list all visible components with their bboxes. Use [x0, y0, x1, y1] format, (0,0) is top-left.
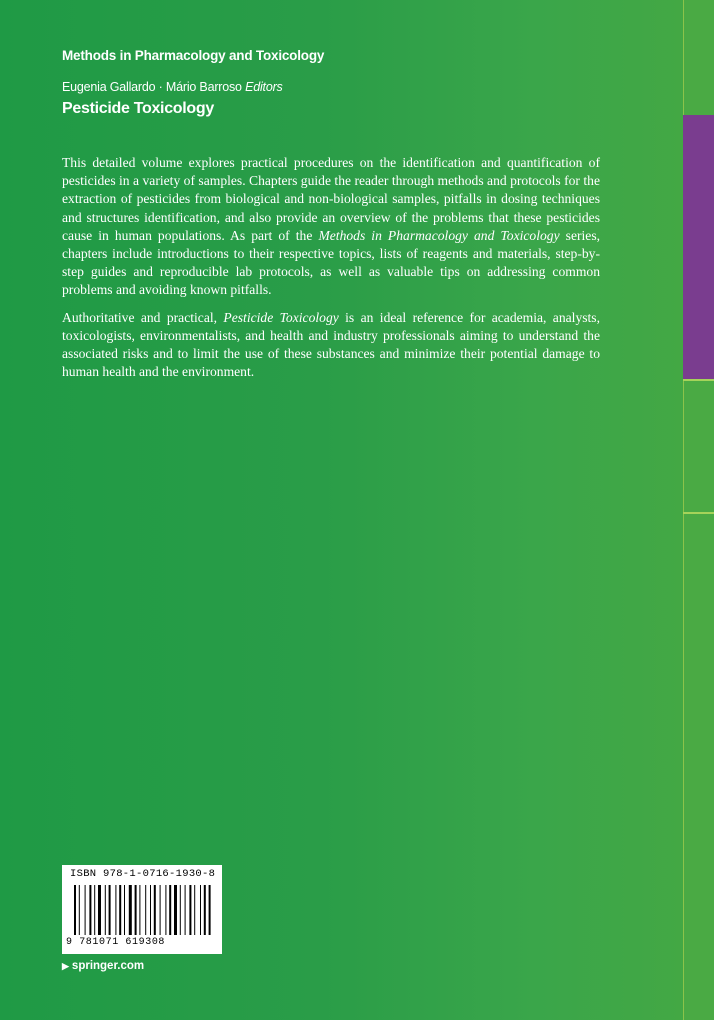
barcode-bar: [160, 885, 161, 935]
barcode-bar: [79, 885, 80, 935]
p1-text-a: This detailed volume explores practical procedures on the identification and quantification of pesticides in a variety of samples. Chapters guide the reader through methods and protocols for the extraction of pesticides from biological and non-biological samples, pitfalls in dosing techniques and structures identification, and also provide an overview of the problems that these pesticides cause in human populations. As part of the: [62, 155, 600, 243]
color-tab: [683, 115, 714, 379]
barcode-bar: [135, 885, 137, 935]
strip-divider-top: [683, 379, 714, 381]
barcode-bar: [200, 885, 201, 935]
strip-divider-bottom: [683, 512, 714, 514]
series-title: Methods in Pharmacology and Toxicology: [62, 48, 325, 63]
barcode-bar: [109, 885, 111, 935]
p2-text-b: is an ideal reference for academia, analysts, toxicologists, environmentalists, and health and industry professionals aiming to understand the associated risks and to limit the use of these substances and minimize their potential damage to human health and the environment.: [62, 309, 600, 380]
barcode-bar: [74, 885, 76, 935]
barcode-bar: [94, 885, 95, 935]
barcode-bar: [124, 885, 125, 935]
barcode-bar: [115, 885, 116, 935]
barcode-bar: [189, 885, 191, 935]
barcode-bar: [150, 885, 151, 935]
description-paragraph-1: [62, 154, 600, 300]
barcode-bar: [85, 885, 86, 935]
barcode-bar: [98, 885, 101, 935]
barcode-bar: [165, 885, 166, 935]
description-paragraph-2: [62, 309, 600, 382]
barcode-bar: [180, 885, 181, 935]
website-text: springer.com: [71, 960, 145, 972]
barcode-number: 9 781071 619308: [66, 937, 166, 948]
arrow-icon: ▶: [62, 961, 69, 971]
barcode-bar: [204, 885, 206, 935]
barcode-bar: [105, 885, 106, 935]
barcode-bar: [169, 885, 171, 935]
isbn-label: ISBN 978-1-0716-1930-8: [70, 868, 216, 880]
publisher-website[interactable]: [62, 960, 144, 972]
isbn-barcode: [62, 865, 222, 954]
barcode-bar: [185, 885, 186, 935]
p2-book-title: Pesticide Toxicology: [223, 309, 339, 325]
p2-text-a: Authoritative and practical,: [62, 309, 224, 325]
book-title: Pesticide Toxicology: [62, 100, 214, 117]
editors-line: [62, 80, 283, 94]
editor-names: Eugenia Gallardo · Mário Barroso: [62, 80, 242, 94]
barcode-bar: [154, 885, 156, 935]
barcode-bar: [145, 885, 146, 935]
barcode-bar: [174, 885, 177, 935]
p1-series-name: Methods in Pharmacology and Toxicology: [318, 227, 560, 243]
barcode-bars: [74, 885, 214, 935]
barcode-bar: [194, 885, 195, 935]
editors-role: Editors: [245, 80, 283, 94]
barcode-bar: [139, 885, 140, 935]
barcode-bar: [129, 885, 132, 935]
p1-text-b: series, chapters include introductions to their respective topics, lists of reagents and materials, step-by-step guides and reproducible lab protocols, as well as valuable tips on addressing common problems and avoiding known pitfalls.: [62, 227, 601, 298]
barcode-bar: [89, 885, 91, 935]
barcode-bar: [119, 885, 121, 935]
description: [62, 154, 600, 390]
barcode-bar: [209, 885, 211, 935]
